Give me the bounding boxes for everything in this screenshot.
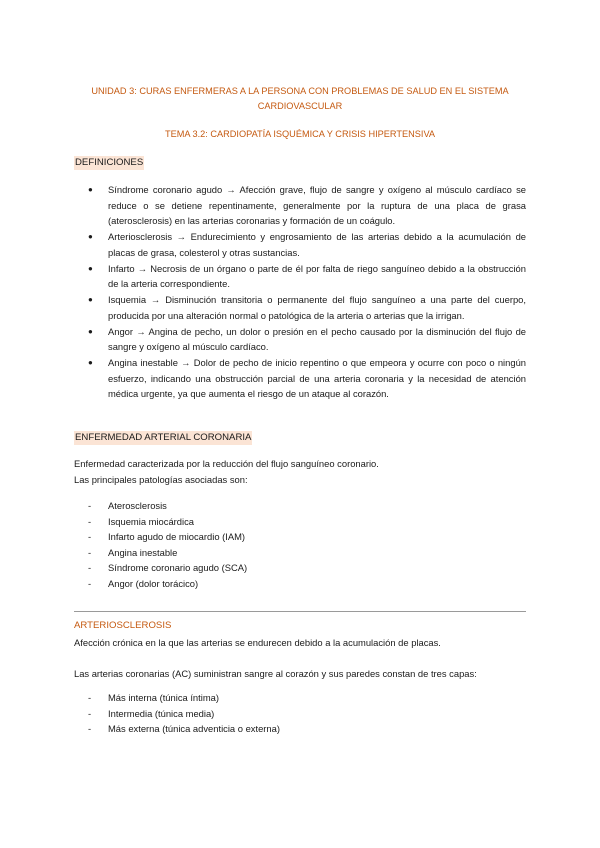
bullet-icon: ● <box>88 185 93 194</box>
enfermedad-heading: ENFERMEDAD ARTERIAL CORONARIA <box>75 432 252 443</box>
arteriosclerosis-layers-intro: Las arterias coronarias (AC) suministran sangre al corazón y sus paredes constan de tres capas: <box>74 668 477 679</box>
list-item: - Infarto agudo de miocardio (IAM) <box>88 531 246 543</box>
definiciones-heading: DEFINICIONES <box>75 157 144 168</box>
topic-title: TEMA 3.2: CARDIOPATÍA ISQUÉMICA Y CRISIS HIPERTENSIVA <box>164 129 436 139</box>
bullet-icon: ● <box>88 326 93 336</box>
list-item: - Aterosclerosis <box>88 500 167 511</box>
list-item: ● Síndrome coronario agudo → Afección grave, flujo de sangre y oxígeno al músculo cardíaco se reduce o se detiene repentinamente, generalmente por la ruptura de una placa de grasa (aterosclerosis) en las arterias coronarias y formación de un coágulo. <box>88 184 526 226</box>
enfermedad-intro: Enfermedad caracterizada por la reducción del flujo sanguíneo coronario. <box>74 458 379 469</box>
list-item: - Angor (dolor torácico) <box>88 577 199 589</box>
list-item: - Intermedia (túnica media) <box>88 707 215 719</box>
arteriosclerosis-heading: ARTERIOSCLEROSIS <box>74 620 172 631</box>
unit-title: UNIDAD 3: CURAS ENFERMERAS A LA PERSONA CON PROBLEMAS DE SALUD EN EL SISTEMA CARDIOVASCULAR <box>91 86 509 111</box>
artery-layers-list <box>74 690 526 737</box>
list-item: - Isquemia miocárdica <box>88 515 194 527</box>
bullet-icon: ● <box>88 232 93 241</box>
list-item: ● Arteriosclerosis → Endurecimiento y engrosamiento de las arterias debido a la acumulación de placas de grasa, colesterol y otras sustancias. <box>88 231 526 258</box>
list-item: - Más interna (túnica íntima) <box>88 692 219 703</box>
list-item: - Más externa (túnica adventicia o externa) <box>88 723 280 735</box>
list-item: - Angina inestable <box>88 546 178 558</box>
bullet-icon: ● <box>88 263 93 273</box>
list-item: ● Angor → Angina de pecho, un dolor o presión en el pecho causado por la disminución del flujo de sangre y oxígeno al músculo cardíaco. <box>88 325 526 352</box>
bullet-icon: ● <box>88 358 93 367</box>
enfermedad-list-intro: Las principales patologías asociadas son: <box>74 474 248 485</box>
list-item: - Síndrome coronario agudo (SCA) <box>88 562 248 574</box>
list-item: ● Angina inestable → Dolor de pecho de inicio repentino o que empeora y ocurre con poco o ningún esfuerzo, indicando una obstrucción parcial de una arteria coronaria y la necesidad de atención médica urgente, ya que aumenta el riesgo de un ataque al corazón. <box>88 357 526 399</box>
list-item: ● Infarto → Necrosis de un órgano o parte de él por falta de riego sanguíneo debido a la obstrucción de la arteria correspondiente. <box>88 262 526 289</box>
list-item: ● Isquemia → Disminución transitoria o permanente del flujo sanguíneo a una parte del cuerpo, producida por una alteración normal o patológica de la arteria o arterias que la irrigan. <box>88 294 526 321</box>
arteriosclerosis-definition: Afección crónica en la que las arterias se endurecen debido a la acumulación de placas. <box>74 637 441 648</box>
section-divider <box>74 611 526 612</box>
definitions-list <box>74 182 526 402</box>
bullet-icon: ● <box>88 295 93 304</box>
pathologies-list <box>74 498 526 592</box>
